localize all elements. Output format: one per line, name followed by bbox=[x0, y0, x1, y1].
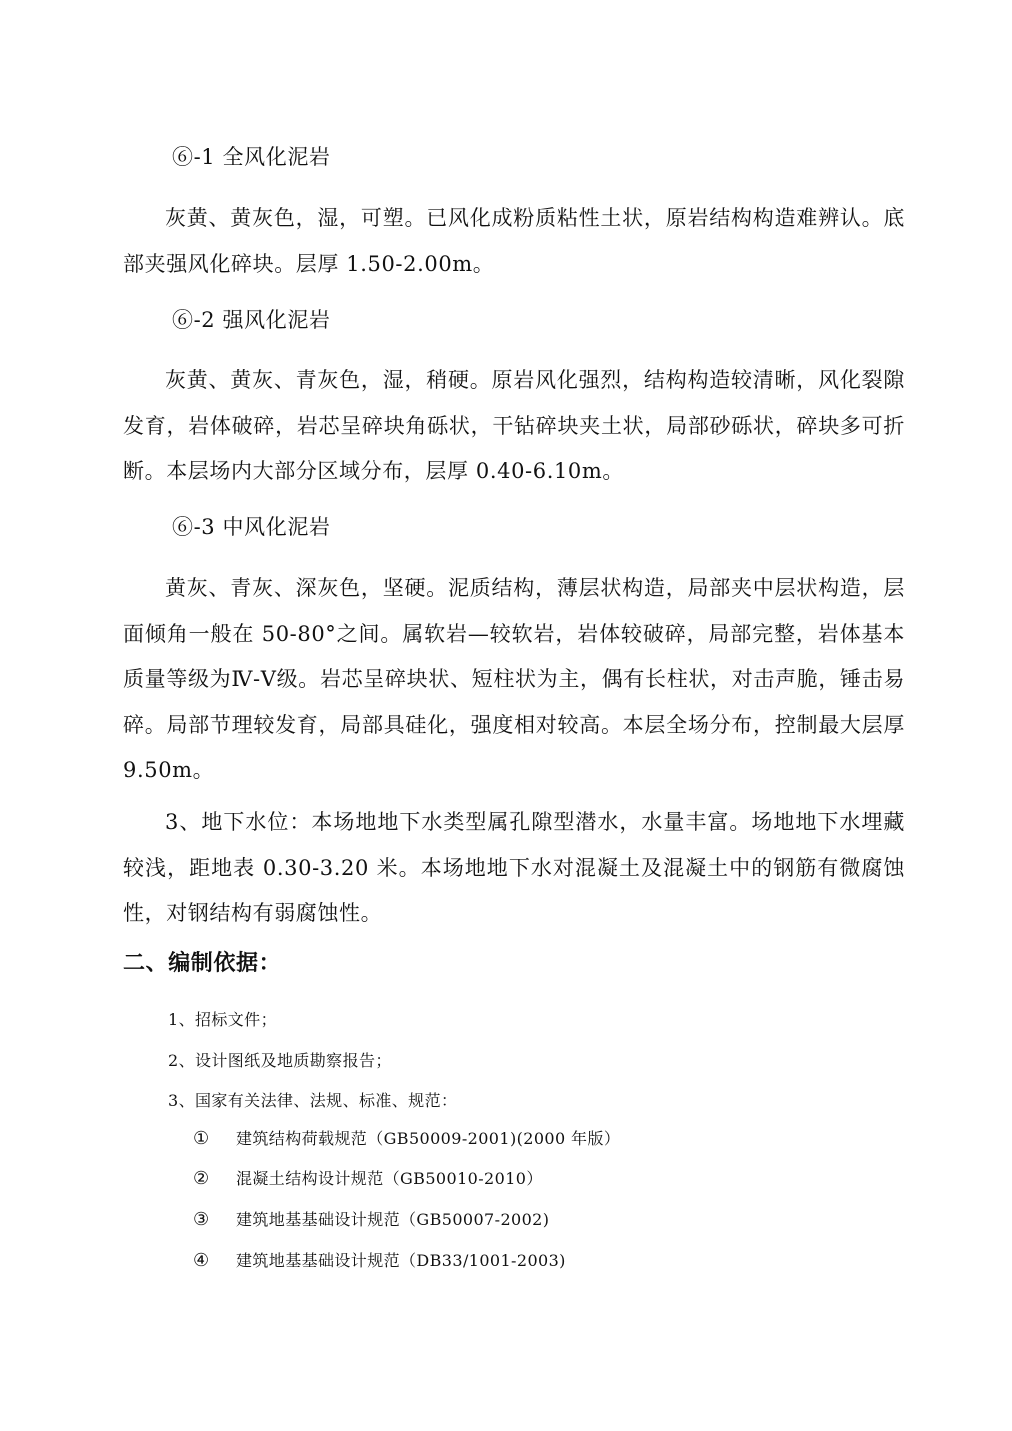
section-title-6-3: ⑥-3 中风化泥岩 bbox=[172, 515, 331, 539]
section-title-6-1: ⑥-1 全风化泥岩 bbox=[172, 145, 331, 169]
standard-text-3: 建筑地基基础设计规范（GB50007-2002) bbox=[236, 1210, 550, 1229]
section-body-6-3: 黄灰、青灰、深灰色，坚硬。泥质结构，薄层状构造，局部夹中层状构造，层面倾角一般在 50-80°之间。属软岩—较软岩，岩体较破碎，局部完整，岩体基本质量等级为Ⅳ-Ⅴ级。岩芯呈碎块状、短柱状为主，偶有长柱状，对击声脆，锤击易碎。局部节理较发育，局部具硅化，强度相对较高。本层全场分布，控制最大层厚 9.50m。 bbox=[123, 576, 905, 783]
standard-text-2: 混凝土结构设计规范（GB50010-2010） bbox=[236, 1169, 543, 1188]
standard-number-1: ① bbox=[193, 1128, 210, 1149]
standard-number-4: ④ bbox=[193, 1250, 210, 1271]
standard-text-4: 建筑地基基础设计规范（DB33/1001-2003) bbox=[236, 1251, 566, 1270]
section-title-6-2: ⑥-2 强风化泥岩 bbox=[172, 308, 331, 332]
section-body-6-2: 灰黄、黄灰、青灰色，湿，稍硬。原岩风化强烈，结构构造较清晰，风化裂隙发育，岩体破碎，岩芯呈碎块角砾状，干钻碎块夹土状，局部砂砾状，碎块多可折断。本层场内大部分区域分布，层厚 0.40-6.10m。 bbox=[123, 368, 905, 484]
basis-item-1: 1、招标文件； bbox=[168, 1010, 277, 1029]
basis-item-3: 3、国家有关法律、法规、标准、规范： bbox=[168, 1091, 458, 1110]
standard-number-2: ② bbox=[193, 1168, 210, 1189]
basis-item-2: 2、设计图纸及地质勘察报告； bbox=[168, 1051, 392, 1070]
standard-text-1: 建筑结构荷载规范（GB50009-2001)(2000 年版） bbox=[236, 1129, 621, 1148]
groundwater-paragraph: 3、地下水位：本场地地下水类型属孔隙型潜水，水量丰富。场地地下水埋藏较浅，距地表 0.30-3.20 米。本场地地下水对混凝土及混凝土中的钢筋有微腐蚀性，对钢结构有弱腐蚀性。 bbox=[123, 810, 905, 926]
standard-number-3: ③ bbox=[193, 1209, 210, 1230]
section-body-6-1: 灰黄、黄灰色，湿，可塑。已风化成粉质粘性土状，原岩结构构造难辨认。底部夹强风化碎块。层厚 1.50-2.00m。 bbox=[123, 206, 905, 276]
basis-heading: 二、编制依据： bbox=[123, 950, 282, 976]
